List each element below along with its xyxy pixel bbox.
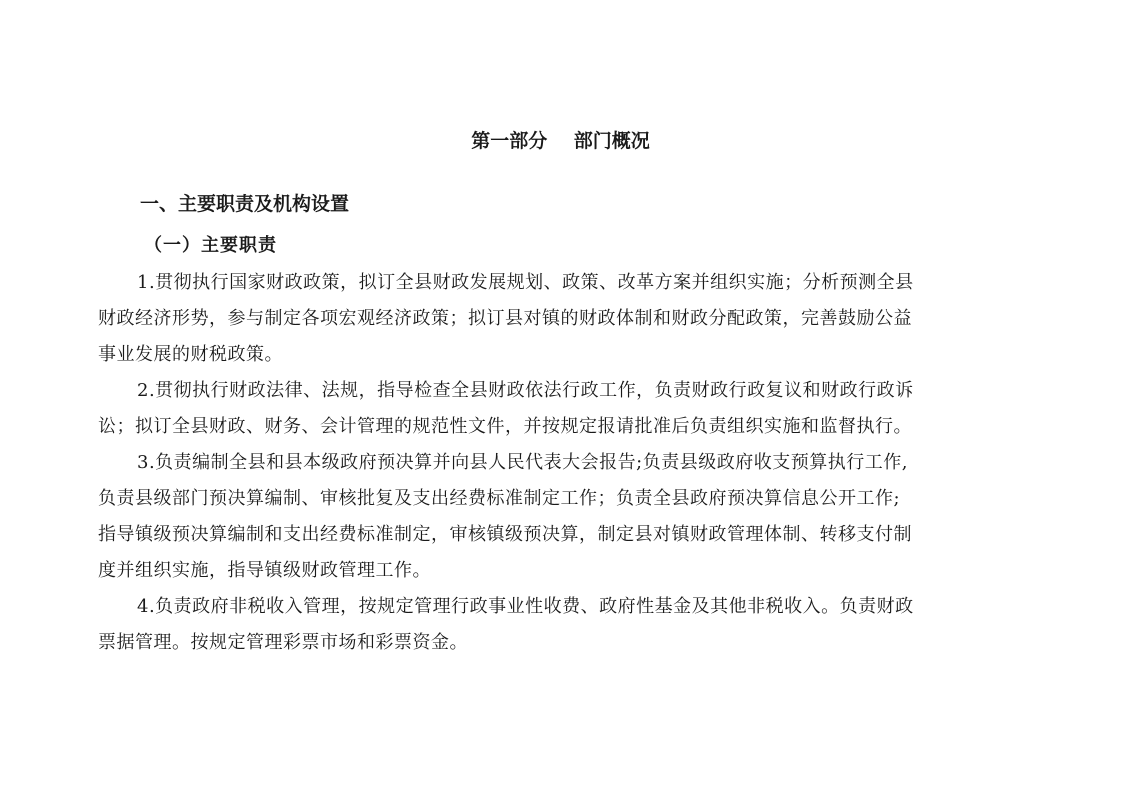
paragraph-duty-3 <box>98 445 1029 589</box>
paragraph-duty-4 <box>98 589 1029 661</box>
paragraph-line: 3.负责编制全县和县本级政府预决算并向县人民代表大会报告;负责县级政府收支预算执行工作, <box>137 452 908 473</box>
paragraph-line: 指导镇级预决算编制和支出经费标准制定，审核镇级预决算，制定县对镇财政管理体制、转移支付制 <box>98 524 912 545</box>
paragraph-line: 讼；拟订全县财政、财务、会计管理的规范性文件，并按规定报请批准后负责组织实施和监督执行。 <box>98 416 912 437</box>
paragraph-line: 财政经济形势，参与制定各项宏观经济政策；拟订县对镇的财政体制和财政分配政策，完善鼓励公益 <box>98 308 912 329</box>
paragraph-line: 4.负责政府非税收入管理，按规定管理行政事业性收费、政府性基金及其他非税收入。负责财政 <box>137 596 914 617</box>
paragraph-duty-2 <box>98 373 1029 445</box>
sub-heading: （一）主要职责 <box>144 235 277 256</box>
paragraph-duty-1 <box>98 265 1029 373</box>
paragraph-line: 2.贯彻执行财政法律、法规，指导检查全县财政依法行政工作，负责财政行政复议和财政行政诉 <box>137 380 914 401</box>
paragraph-line: 事业发展的财税政策。 <box>98 344 283 365</box>
paragraph-line: 负责县级部门预决算编制、审核批复及支出经费标准制定工作；负责全县政府预决算信息公开工作; <box>98 488 901 509</box>
paragraph-line: 度并组织实施，指导镇级财政管理工作。 <box>98 560 431 581</box>
paragraph-line: 票据管理。按规定管理彩票市场和彩票资金。 <box>98 632 468 653</box>
document-title: 第一部分 部门概况 <box>471 130 650 152</box>
section-heading: 一、主要职责及机构设置 <box>140 193 350 215</box>
paragraph-line: 1.贯彻执行国家财政政策，拟订全县财政发展规划、政策、改革方案并组织实施；分析预测全县 <box>137 272 914 293</box>
